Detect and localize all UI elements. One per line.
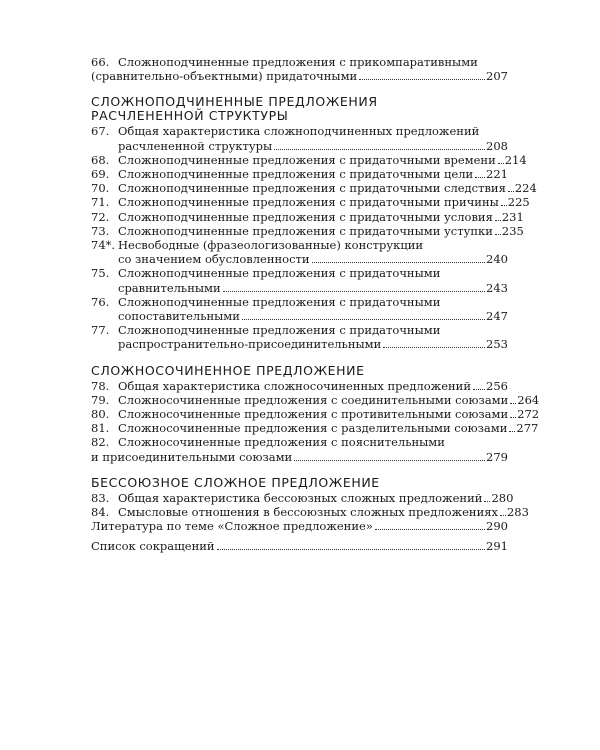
page-number: 225 <box>507 195 530 210</box>
entry-number: 72. <box>91 209 110 224</box>
toc-entry-69[interactable] <box>91 167 508 181</box>
entry-number: 69. <box>91 167 110 182</box>
dot-leader <box>510 403 516 404</box>
toc-entry-80[interactable] <box>91 407 540 422</box>
entry-number: 70. <box>91 181 110 196</box>
dot-leader <box>495 220 501 221</box>
page-number: 235 <box>501 223 524 238</box>
toc-entry-66[interactable] <box>91 55 508 83</box>
dot-leader <box>495 234 501 235</box>
toc-entry-68[interactable] <box>91 152 527 167</box>
entry-number: 67. <box>91 124 110 139</box>
entry-number: 77. <box>91 323 110 338</box>
toc-entry-81[interactable] <box>91 421 539 436</box>
dot-leader <box>294 460 485 461</box>
page-number: 290 <box>486 519 508 534</box>
toc-entry-82[interactable] <box>91 435 508 463</box>
toc-entry-77[interactable] <box>91 323 508 351</box>
entry-title: Сложносочиненные предложения с пояснительными <box>118 435 445 450</box>
toc-entry-84[interactable] <box>91 505 529 520</box>
dot-leader <box>375 529 485 530</box>
entry-title-continued: и присоединительными союзами <box>91 449 293 464</box>
entry-number: 73. <box>91 223 110 238</box>
entry-number: 84. <box>91 505 110 520</box>
dot-leader <box>223 291 485 292</box>
page-number: 231 <box>501 209 524 224</box>
dot-leader <box>501 205 507 206</box>
toc-entry-78[interactable] <box>91 379 508 393</box>
entry-title: Сложноподчиненные предложения с придаточными уступки <box>118 223 493 238</box>
entry-title: Сложносочиненные предложения с разделительными союзами <box>118 421 508 436</box>
section-heading-asyndetic-sentence: БЕССОЮЗНОЕ СЛОЖНОЕ ПРЕДЛОЖЕНИЕ <box>91 474 380 490</box>
entry-title: Общая характеристика сложноподчиненных предложений <box>118 124 480 139</box>
entry-title: Сложноподчиненные предложения с придаточными следствия <box>118 181 506 196</box>
toc-entry-73[interactable] <box>91 223 524 238</box>
dot-leader <box>484 501 490 502</box>
section-heading-complex-subordinate-dissected: СЛОЖНОПОДЧИНЕННЫЕ ПРЕДЛОЖЕНИЯ РАСЧЛЕНЕННОЙ СТРУКТУРЫ <box>91 94 378 124</box>
entry-title: Смысловые отношения в бессоюзных сложных предложениях <box>118 505 498 520</box>
dot-leader <box>475 177 485 178</box>
page-number: 208 <box>486 138 508 153</box>
toc-entry-67[interactable] <box>91 124 508 152</box>
page-number: 280 <box>491 490 514 505</box>
entry-title: Сложноподчиненные предложения с придаточными условия <box>118 209 493 224</box>
page-number: 221 <box>486 167 508 182</box>
toc-entry-70[interactable] <box>91 181 537 196</box>
entry-title: Общая характеристика бессоюзных сложных предложений <box>118 490 483 505</box>
entry-title-continued: сравнительными <box>118 280 221 295</box>
entry-title: Сложноподчиненные предложения с придаточными <box>118 294 441 309</box>
entry-number: 75. <box>91 266 110 281</box>
page-number: 264 <box>517 392 540 407</box>
entry-number: 74*. <box>91 238 116 253</box>
dot-leader <box>500 515 506 516</box>
entry-number: 81. <box>91 421 110 436</box>
dot-leader <box>383 347 485 348</box>
dot-leader <box>217 549 485 550</box>
entry-number: 83. <box>91 490 110 505</box>
page-number: 247 <box>486 309 508 324</box>
dot-leader <box>274 149 485 150</box>
entry-title: Сложноподчиненные предложения с придаточными <box>118 323 441 338</box>
entry-title: Сложносочиненные предложения с противительными союзами <box>118 407 509 422</box>
entry-number: 68. <box>91 152 110 167</box>
entry-number: 80. <box>91 407 110 422</box>
entry-title-continued: сопоставительными <box>118 309 240 324</box>
toc-entry-79[interactable] <box>91 392 540 407</box>
entry-title: Сложноподчиненные предложения с прикомпаративными <box>118 55 478 69</box>
page-number: 214 <box>504 152 527 167</box>
toc-entry-83[interactable] <box>91 490 514 505</box>
entry-number: 76. <box>91 294 110 309</box>
toc-entry-76[interactable] <box>91 295 508 323</box>
entry-title: Сложноподчиненные предложения с придаточными времени <box>118 152 496 167</box>
dot-leader <box>510 417 516 418</box>
entry-title-continued: со значением обусловленности <box>118 252 310 267</box>
entry-title: Литература по теме «Сложное предложение» <box>91 519 373 534</box>
page-number: 240 <box>486 252 508 267</box>
table-of-contents <box>91 55 540 554</box>
toc-entry-literature[interactable] <box>91 519 508 533</box>
page-number: 253 <box>486 337 508 352</box>
entry-title: Список сокращений <box>91 539 215 554</box>
dot-leader <box>498 163 504 164</box>
dot-leader <box>508 191 514 192</box>
page-number: 291 <box>486 539 508 554</box>
entry-number: 66. <box>91 55 110 69</box>
entry-number: 82. <box>91 435 110 450</box>
entry-title: Сложноподчиненные предложения с придаточными причины <box>118 195 499 210</box>
section-heading-compound-sentence: СЛОЖНОСОЧИНЕННОЕ ПРЕДЛОЖЕНИЕ <box>91 362 365 378</box>
page-number: 277 <box>516 421 539 436</box>
toc-entry-abbreviations[interactable] <box>91 539 508 553</box>
dot-leader <box>509 431 515 432</box>
dot-leader <box>242 319 485 320</box>
page-number: 256 <box>486 378 508 393</box>
entry-title-continued: (сравнительно-объектными) придаточными <box>91 69 358 84</box>
entry-number: 79. <box>91 392 110 407</box>
entry-number: 71. <box>91 195 110 210</box>
page-number: 224 <box>514 181 537 196</box>
toc-entry-75[interactable] <box>91 266 508 294</box>
entry-title: Общая характеристика сложносочиненных предложений <box>118 378 472 393</box>
entry-title: Несвободные (фразеологизованные) конструкции <box>118 238 424 253</box>
page-number: 279 <box>486 449 508 464</box>
dot-leader <box>473 389 485 390</box>
entry-title-continued: расчлененной структуры <box>118 138 273 153</box>
page-number: 283 <box>506 505 529 520</box>
dot-leader <box>359 79 485 80</box>
page-number: 272 <box>517 407 540 422</box>
entry-title-continued: распространительно-присоединительными <box>118 337 382 352</box>
page-number: 207 <box>486 69 508 84</box>
toc-entry-71[interactable] <box>91 195 530 210</box>
entry-title: Сложносочиненные предложения с соединительными союзами <box>118 392 509 407</box>
entry-number: 78. <box>91 378 110 393</box>
toc-entry-72[interactable] <box>91 209 524 224</box>
toc-entry-74[interactable] <box>91 238 508 266</box>
page-number: 243 <box>486 280 508 295</box>
entry-title: Сложноподчиненные предложения с придаточными цели <box>118 167 474 182</box>
entry-title: Сложноподчиненные предложения с придаточными <box>118 266 441 281</box>
dot-leader <box>312 262 486 263</box>
